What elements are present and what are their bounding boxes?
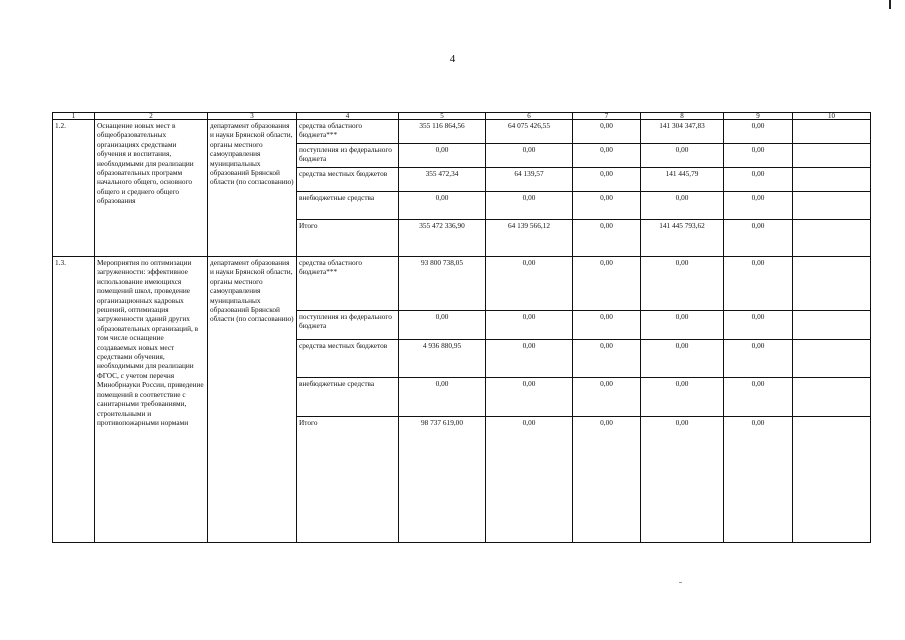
funding-source: средства местных бюджетов	[297, 168, 399, 192]
value-cell	[793, 378, 871, 417]
total-cell: 0,00	[573, 220, 641, 257]
value-cell: 93 800 738,05	[399, 257, 486, 311]
funding-source: средства областного бюджета***	[297, 257, 399, 311]
value-cell: 0,00	[573, 120, 641, 144]
value-cell: 0,00	[724, 192, 793, 220]
value-cell	[793, 257, 871, 311]
value-cell: 0,00	[724, 340, 793, 378]
executor: департамент образования и науки Брянской области, органы местного самоуправления муниципальных образований Брянской области (по согласованию)	[208, 257, 297, 543]
value-cell	[793, 144, 871, 168]
page-number: 4	[449, 53, 456, 65]
value-cell: 355 116 864,56	[399, 120, 486, 144]
funding-source: средства местных бюджетов	[297, 340, 399, 378]
value-cell: 141 304 347,83	[641, 120, 724, 144]
value-cell	[793, 340, 871, 378]
column-header: 5	[399, 113, 486, 120]
total-cell: 0,00	[486, 417, 573, 543]
funding-source: поступления из федерального бюджета	[297, 144, 399, 168]
total-cell: 0,00	[724, 220, 793, 257]
value-cell	[793, 120, 871, 144]
column-header: 8	[641, 113, 724, 120]
value-cell: 0,00	[641, 257, 724, 311]
value-cell: 0,00	[486, 378, 573, 417]
value-cell: 0,00	[573, 192, 641, 220]
column-header: 10	[793, 113, 871, 120]
funding-source-total: Итого	[297, 417, 399, 543]
funding-source: внебюджетные средства	[297, 192, 399, 220]
total-cell: 64 139 566,12	[486, 220, 573, 257]
total-cell: 98 737 619,00	[399, 417, 486, 543]
total-cell: 141 445 793,62	[641, 220, 724, 257]
corner-mark	[889, 0, 891, 9]
funding-source: внебюджетные средства	[297, 378, 399, 417]
value-cell: 0,00	[641, 340, 724, 378]
value-cell	[793, 311, 871, 340]
value-cell: 0,00	[641, 378, 724, 417]
value-cell: 0,00	[724, 168, 793, 192]
value-cell: 0,00	[486, 144, 573, 168]
funding-source: средства областного бюджета***	[297, 120, 399, 144]
value-cell: 64 075 426,55	[486, 120, 573, 144]
value-cell: 0,00	[399, 144, 486, 168]
value-cell: 0,00	[486, 257, 573, 311]
total-cell: 355 472 336,90	[399, 220, 486, 257]
column-header: 2	[95, 113, 208, 120]
value-cell: 141 445,79	[641, 168, 724, 192]
value-cell: 0,00	[573, 311, 641, 340]
value-cell: 0,00	[399, 378, 486, 417]
value-cell: 0,00	[724, 311, 793, 340]
value-cell: 0,00	[573, 144, 641, 168]
table-row	[53, 120, 871, 144]
value-cell: 64 139,57	[486, 168, 573, 192]
value-cell: 0,00	[641, 311, 724, 340]
value-cell: 0,00	[641, 144, 724, 168]
table-row	[53, 257, 871, 311]
value-cell: 0,00	[399, 311, 486, 340]
value-cell: 0,00	[486, 192, 573, 220]
value-cell: 0,00	[486, 340, 573, 378]
value-cell	[793, 192, 871, 220]
value-cell: 0,00	[486, 311, 573, 340]
value-cell: 0,00	[724, 144, 793, 168]
value-cell: 355 472,34	[399, 168, 486, 192]
value-cell: 0,00	[573, 257, 641, 311]
column-header: 9	[724, 113, 793, 120]
column-header: 3	[208, 113, 297, 120]
total-cell: 0,00	[641, 417, 724, 543]
executor: департамент образования и науки Брянской области, органы местного самоуправления муниципальных образований Брянской области (по согласованию)	[208, 120, 297, 257]
value-cell: 0,00	[399, 192, 486, 220]
column-header: 6	[486, 113, 573, 120]
total-cell: 0,00	[573, 417, 641, 543]
value-cell: 0,00	[573, 340, 641, 378]
column-numbers-row	[53, 113, 871, 120]
measure-description: Оснащение новых мест в общеобразовательных организациях средствами обучения и воспитания, необходимыми для реализации образовательных программ начального общего, основного общего и среднего общего образования	[95, 120, 208, 257]
value-cell	[793, 168, 871, 192]
scan-speck	[679, 582, 682, 583]
value-cell: 0,00	[573, 378, 641, 417]
column-header: 4	[297, 113, 399, 120]
funding-source: поступления из федерального бюджета	[297, 311, 399, 340]
column-header: 1	[53, 113, 95, 120]
value-cell: 0,00	[724, 378, 793, 417]
funding-source-total: Итого	[297, 220, 399, 257]
value-cell: 0,00	[724, 120, 793, 144]
value-cell: 4 936 880,95	[399, 340, 486, 378]
total-cell: 0,00	[724, 417, 793, 543]
value-cell: 0,00	[573, 168, 641, 192]
item-number: 1.3.	[53, 257, 95, 543]
measure-description: Мероприятия по оптимизации загруженности: эффективное использование имеющихся помещений школ, проведение организационных кадровых решений, оптимизация загруженности зданий других образовательных организаций, в том числе оснащение создаваемых новых мест средствами обучения, необходимыми для реализации ФГОС, с учетом перечня Минобрнауки России, приведение помещений в соответствие с санитарными требованиями, строительными и противопожарными нормами	[95, 257, 208, 543]
value-cell: 0,00	[641, 192, 724, 220]
total-cell	[793, 417, 871, 543]
column-header: 7	[573, 113, 641, 120]
value-cell: 0,00	[724, 257, 793, 311]
item-number: 1.2.	[53, 120, 95, 257]
total-cell	[793, 220, 871, 257]
funding-table	[52, 112, 871, 543]
